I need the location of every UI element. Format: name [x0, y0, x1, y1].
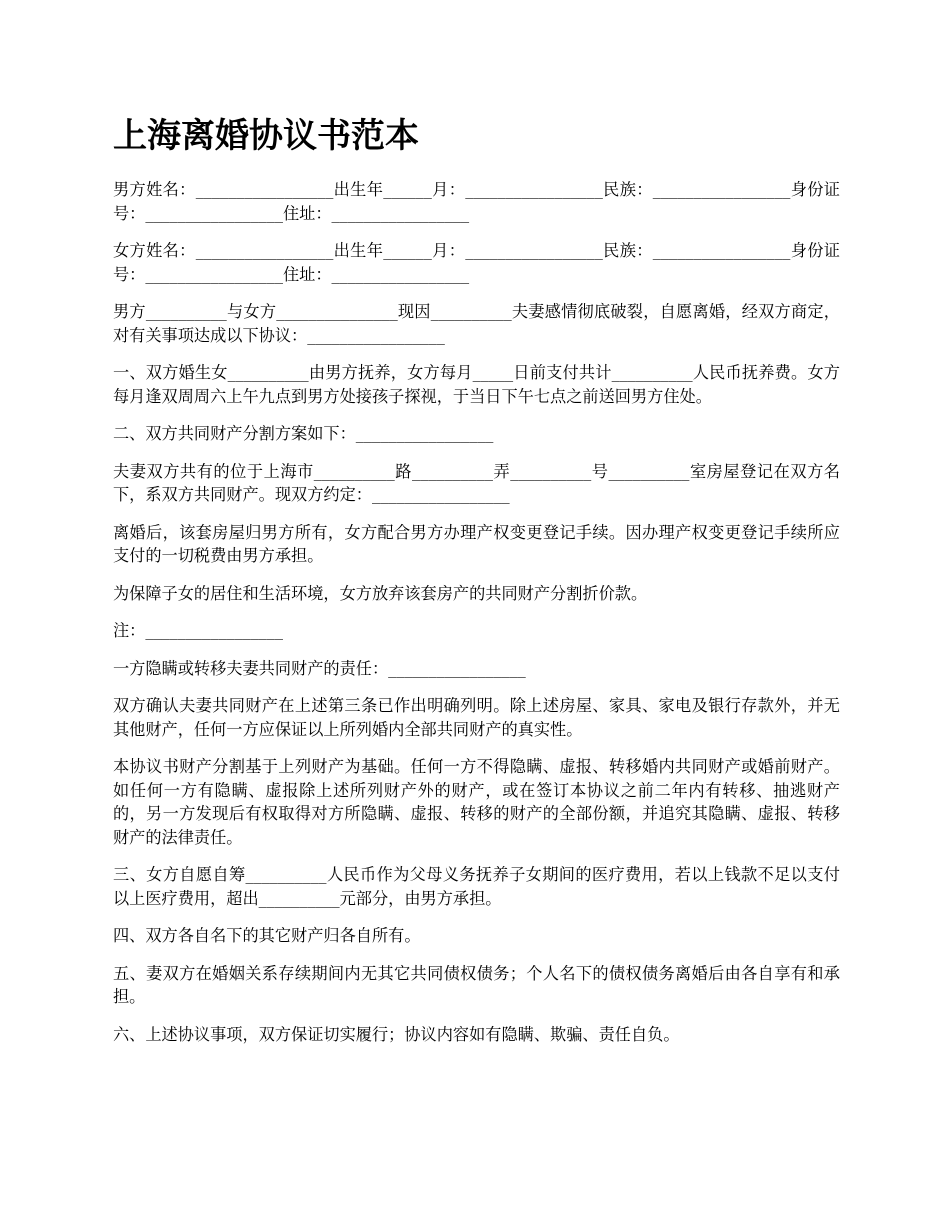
- paragraph-clause-4-other-property: 四、双方各自名下的其它财产归各自所有。: [113, 926, 421, 945]
- paragraph-property-confirmation: 双方确认夫妻共同财产在上述第三条已作出明确列明。除上述房屋、家具、家电及银行存款外，并无其他财产，任何一方应保证以上所列婚内全部共同财产的真实性。: [113, 696, 840, 739]
- paragraph-note: 注：_________________: [113, 621, 283, 640]
- paragraph-clause-2-property: 二、双方共同财产分割方案如下：_________________: [113, 424, 494, 443]
- paragraph-property-basis: 本协议书财产分割基于上列财产为基础。任何一方不得隐瞒、虚报、转移婚内共同财产或婚前财产。如任何一方有隐瞒、虚报除上述所列财产外的财产，或在签订本协议之前二年内有转移、抽逃财产的，另一方发现后有权取得对方所隐瞒、虚报、转移的财产的全部份额，并追究其隐瞒、虚报、转移财产的法律责任。: [113, 757, 840, 847]
- paragraph-house-ownership: 夫妻双方共有的位于上海市__________路__________弄__________号__________室房屋登记在双方名下，系双方共同财产。现双方约定：_________________: [113, 461, 840, 504]
- paragraph-concealment-liability: 一方隐瞒或转移夫妻共同财产的责任：_________________: [113, 658, 526, 678]
- paragraph-clause-3-medical: 三、女方自愿自筹__________人民币作为父母义务抚养子女期间的医疗费用，若以上钱款不足以支付以上医疗费用，超出__________元部分，由男方承担。: [113, 865, 840, 908]
- paragraph-house-after-divorce: 离婚后，该套房屋归男方所有，女方配合男方办理产权变更登记手续。因办理产权变更登记手续所应支付的一切税费由男方承担。: [113, 522, 840, 565]
- paragraph-clause-6-performance: 六、上述协议事项，双方保证切实履行；协议内容如有隐瞒、欺骗、责任自负。: [113, 1024, 680, 1044]
- document-title: 上海离婚协议书范本: [113, 116, 419, 156]
- document-body: [113, 178, 840, 1060]
- paragraph-clause-1-custody: 一、双方婚生女__________由男方抚养，女方每月_____日前支付共计__________人民币抚养费。女方每月逢双周周六上午九点到男方处接孩子探视，于当日下午七点之前送回男方住处。: [113, 363, 840, 406]
- paragraph-children-housing: 为保障子女的居住和生活环境，女方放弃该套房产的共同财产分割折价款。: [113, 583, 648, 603]
- paragraph-preamble: 男方__________与女方_______________现因__________夫妻感情彻底破裂，自愿离婚，经双方商定，对有关事项达成以下协议：_________________: [113, 302, 840, 345]
- paragraph-female-info: 女方姓名：_________________出生年______月：_________________民族：_________________身份证号：_________________住址：_________________: [113, 241, 840, 284]
- paragraph-clause-5-debts: 五、妻双方在婚姻关系存续期间内无其它共同债权债务；个人名下的债权债务离婚后由各自享有和承担。: [113, 963, 840, 1006]
- paragraph-male-info: 男方姓名：_________________出生年______月：_________________民族：_________________身份证号：_________________住址：_________________: [113, 180, 840, 223]
